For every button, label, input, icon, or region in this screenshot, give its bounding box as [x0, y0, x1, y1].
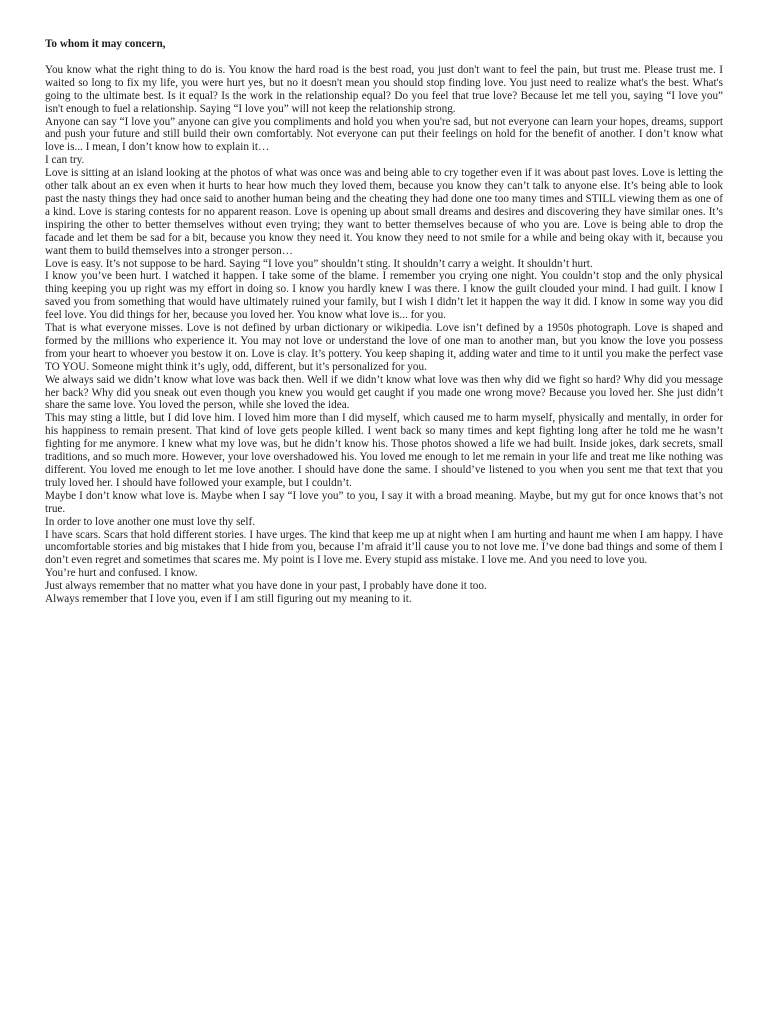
paragraph: I know you’ve been hurt. I watched it happen. I take some of the blame. I remember you crying one night. You couldn’t stop and the only physical thing keeping you up right was my effort in doing so. I know you hardly knew I was there. I know the guilt clouded your mind. I had guilt. I know I saved you from something that would have ultimately ruined your family, but I wish I didn’t let it happen the way it did. I know in some way you did feel love. You did things for her, because you loved her. You know what love is... for you.: [45, 270, 723, 322]
paragraph: You’re hurt and confused. I know.: [45, 567, 198, 580]
paragraph: Love is sitting at an island looking at the photos of what was once was and being able to cry together even if it was about past loves. Love is letting the other talk about an ex even when it hurts to hear how much they loved them, because you know they can’t talk to anyone else. It’s being able to look past the nasty things they had once said to another human being and the cheating they had done one too many times and STILL viewing them as one of a kind. Love is staring contests for no apparent reason. Love is opening up about small dreams and desires and discovering they have similar ones. It’s inspiring the other to better themselves without even trying; they want to better themselves because of who you are. Love is being able to drop the facade and let them be sad for a bit, because you know they need it. You know they need to not smile for a while and being okay with it, because you want them to build themselves into a stronger person…: [45, 167, 723, 257]
paragraph: You know what the right thing to do is. You know the hard road is the best road, you just don't want to feel the pain, but trust me. Please trust me. I waited so long to fix my life, you were hurt yes, but no it doesn't mean you should stop finding love. You just need to realize what's the best. What's going to the ultimate best. Is it equal? Is the work in the relationship equal? Do you feel that true love? Because let me tell you, saying “I love you” isn't enough to fuel a relationship. Saying “I love you” will not keep the relationship strong.: [45, 63, 723, 115]
paragraph: Love is easy. It’s not suppose to be hard. Saying “I love you” shouldn’t sting. It shouldn’t carry a weight. It shouldn’t hurt.: [45, 257, 593, 270]
paragraph: I have scars. Scars that hold different stories. I have urges. The kind that keep me up at night when I am hurting and haunt me when I am happy. I have uncomfortable stories and big mistakes that I hide from you, because I’m afraid it’ll cause you to not love me. I’ve done bad things and some of them I don’t even regret and sometimes that scares me. My point is I love me. Every stupid ass mistake. I love me. And you need to love you.: [45, 528, 723, 567]
paragraph: Maybe I don’t know what love is. Maybe when I say “I love you” to you, I say it with a broad meaning. Maybe, but my gut for once knows that’s not true.: [45, 489, 723, 515]
paragraph: Anyone can say “I love you” anyone can give you compliments and hold you when you're sad, but not everyone can learn your hopes, dreams, support and push your future and still build their own comfortably. Not everyone can put their feelings on hold for the benefit of another. I don’t know what love is... I mean, I don’t know how to explain it…: [45, 115, 723, 154]
paragraph: Always remember that I love you, even if I am still figuring out my meaning to it.: [45, 593, 412, 606]
paragraph: We always said we didn’t know what love was back then. Well if we didn’t know what love was then why did we fight so hard? Why did you message her back? Why did you sneak out even though you knew you would get caught if you made one wrong move? Because you loved her. She just didn’t share the same love. You loved the person, while she loved the idea.: [45, 373, 723, 412]
paragraph: Just always remember that no matter what you have done in your past, I probably have done it too.: [45, 580, 487, 593]
paragraph: This may sting a little, but I did love him. I loved him more than I did myself, which caused me to harm myself, physically and mentally, in order for his happiness to remain present. That kind of love gets people killed. I went back so many times and kept fighting long after he told me he wasn’t fighting for me anymore. I knew what my love was, but he didn’t know his. Those photos showed a life we had built. Inside jokes, dark secrets, small traditions, and so much more. However, your love overshadowed his. You loved me enough to let me remain in your life and treat me like nothing was different. You loved me enough to let me love another. I should have done the same. I should’ve listened to you when you sent me that text that you truly loved her. I should have followed your example, but I couldn’t.: [45, 412, 723, 489]
paragraph: That is what everyone misses. Love is not defined by urban dictionary or wikipedia. Love isn’t defined by a 1950s photograph. Love is shaped and formed by the millions who experience it. You may not love or understand the love of one man to another man, but you know the love you possess from your heart to whoever you bestow it on. Love is clay. It’s pottery. You keep shaping it, adding water and time to it until you make the perfect vase TO YOU. Someone might think it’s ugly, odd, different, but it’s personalized for you.: [45, 322, 723, 373]
letter: [45, 38, 723, 606]
paragraph: In order to love another one must love thy self.: [45, 515, 256, 528]
paragraph: I can try.: [45, 154, 85, 167]
salutation: To whom it may concern,: [45, 38, 166, 50]
